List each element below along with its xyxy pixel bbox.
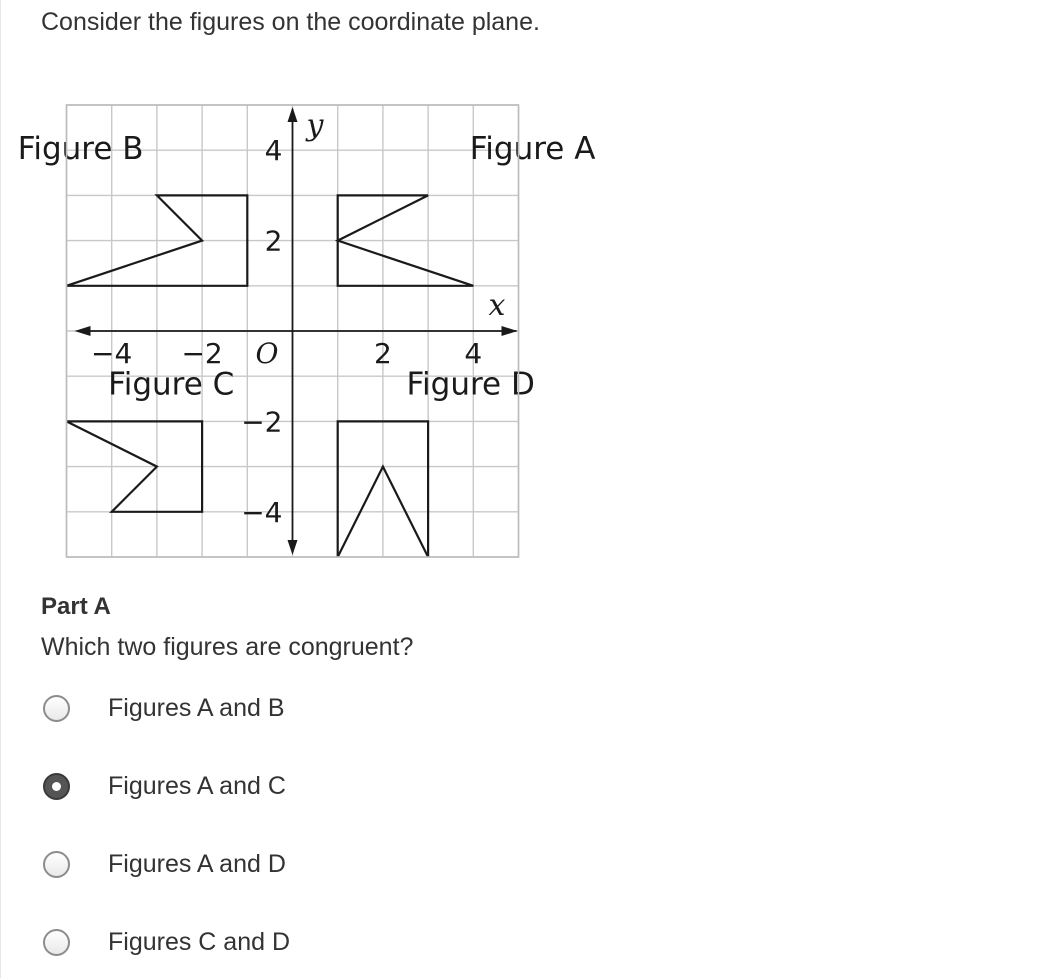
radio-button[interactable] <box>43 929 70 956</box>
question-prompt: Consider the figures on the coordinate plane. <box>41 8 540 36</box>
coordinate-plane-svg <box>17 96 596 566</box>
option-label: Figures A and C <box>108 772 286 800</box>
coordinate-plane-figure <box>17 96 596 566</box>
x-tick-label: −2 <box>181 337 223 370</box>
y-axis-label: y <box>306 108 324 143</box>
option-label: Figures C and D <box>108 928 291 956</box>
y-tick-label: 2 <box>264 224 283 258</box>
option-figures-c-and-d[interactable] <box>40 914 640 970</box>
y-tick-label: 4 <box>264 134 283 168</box>
page-left-border <box>0 0 1 978</box>
x-tick-label: −4 <box>91 337 133 370</box>
option-label: Figures A and D <box>108 850 286 878</box>
y-axis-arrow-up-icon <box>288 107 298 122</box>
y-tick-label: −2 <box>241 405 283 439</box>
figure-label: Figure B <box>17 131 144 168</box>
y-axis-arrow-down-icon <box>288 540 298 555</box>
radio-button[interactable] <box>43 773 70 800</box>
part-a-question: Which two figures are congruent? <box>41 633 414 661</box>
option-figures-a-and-c[interactable] <box>40 758 640 814</box>
figure-label: Figure A <box>469 131 596 168</box>
x-tick-label: 2 <box>373 337 392 370</box>
figure-label: Figure D <box>406 366 535 403</box>
x-axis-arrow-left-icon <box>75 326 91 336</box>
radio-button[interactable] <box>43 695 70 722</box>
option-figures-a-and-b[interactable] <box>40 680 640 736</box>
figure-label: Figure C <box>108 366 235 403</box>
radio-button[interactable] <box>43 851 70 878</box>
origin-label: O <box>255 337 279 370</box>
option-label: Figures A and B <box>108 694 285 722</box>
y-tick-label: −4 <box>241 495 283 529</box>
x-tick-label: 4 <box>464 337 483 370</box>
x-axis-label: x <box>488 288 506 323</box>
part-a-heading: Part A <box>41 593 111 620</box>
option-figures-a-and-d[interactable] <box>40 836 640 892</box>
x-axis-arrow-right-icon <box>502 326 518 336</box>
